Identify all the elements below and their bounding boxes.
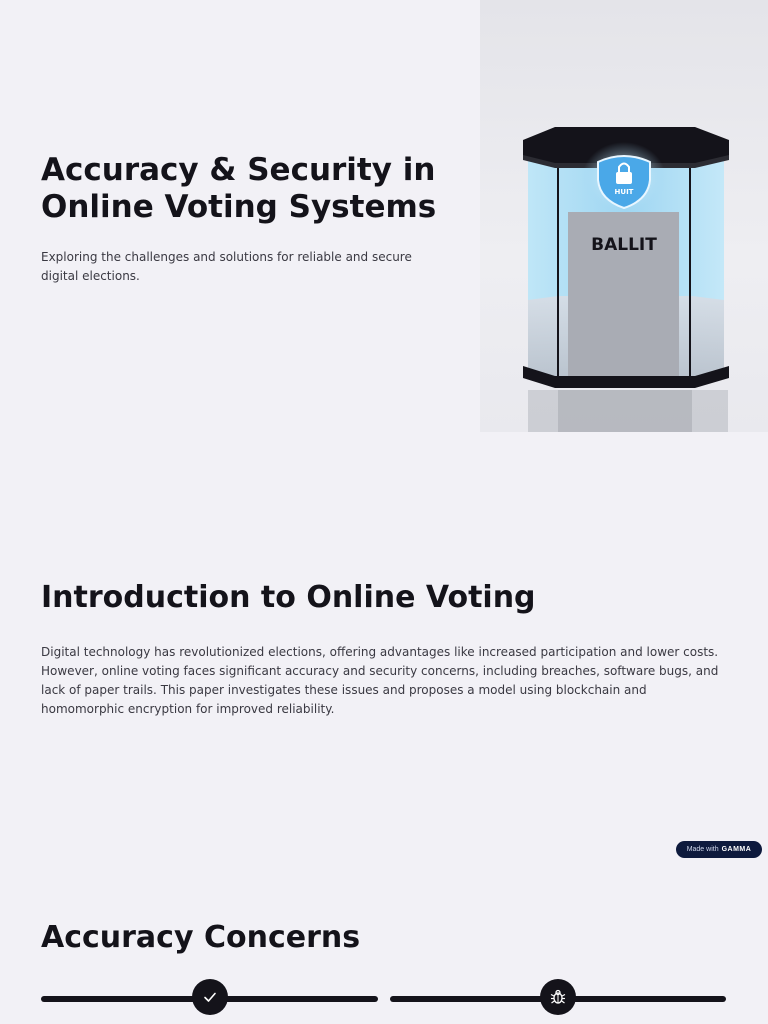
shield-label: HUIT <box>614 188 634 196</box>
checkmark-icon <box>202 989 218 1005</box>
hero-text-block <box>41 152 441 286</box>
bug-icon <box>549 988 567 1006</box>
ballot-box-icon <box>480 0 768 432</box>
ballot-box-label: BALLIT <box>591 235 657 255</box>
accuracy-title: Accuracy Concerns <box>41 920 361 955</box>
hero-ballot-box-image <box>480 0 768 432</box>
made-with-prefix: Made with <box>686 846 719 853</box>
timeline-node-bug <box>540 979 576 1015</box>
made-with-badge[interactable] <box>676 841 762 858</box>
made-with-brand: GAMMA <box>721 846 752 853</box>
hero-title: Accuracy & Security in Online Voting Systems <box>41 152 437 225</box>
hero-subtitle: Exploring the challenges and solutions for reliable and secure digital elections. <box>41 250 412 283</box>
intro-body: Digital technology has revolutionized elections, offering advantages like increased participation and lower costs. However, online voting faces significant accuracy and security concerns, including breaches, software bugs, and lack of paper trails. This paper investigates these issues and proposes a model using blockchain and homomorphic encryption for improved reliability. <box>41 645 719 716</box>
intro-title: Introduction to Online Voting <box>41 580 536 615</box>
timeline-node-check <box>192 979 228 1015</box>
